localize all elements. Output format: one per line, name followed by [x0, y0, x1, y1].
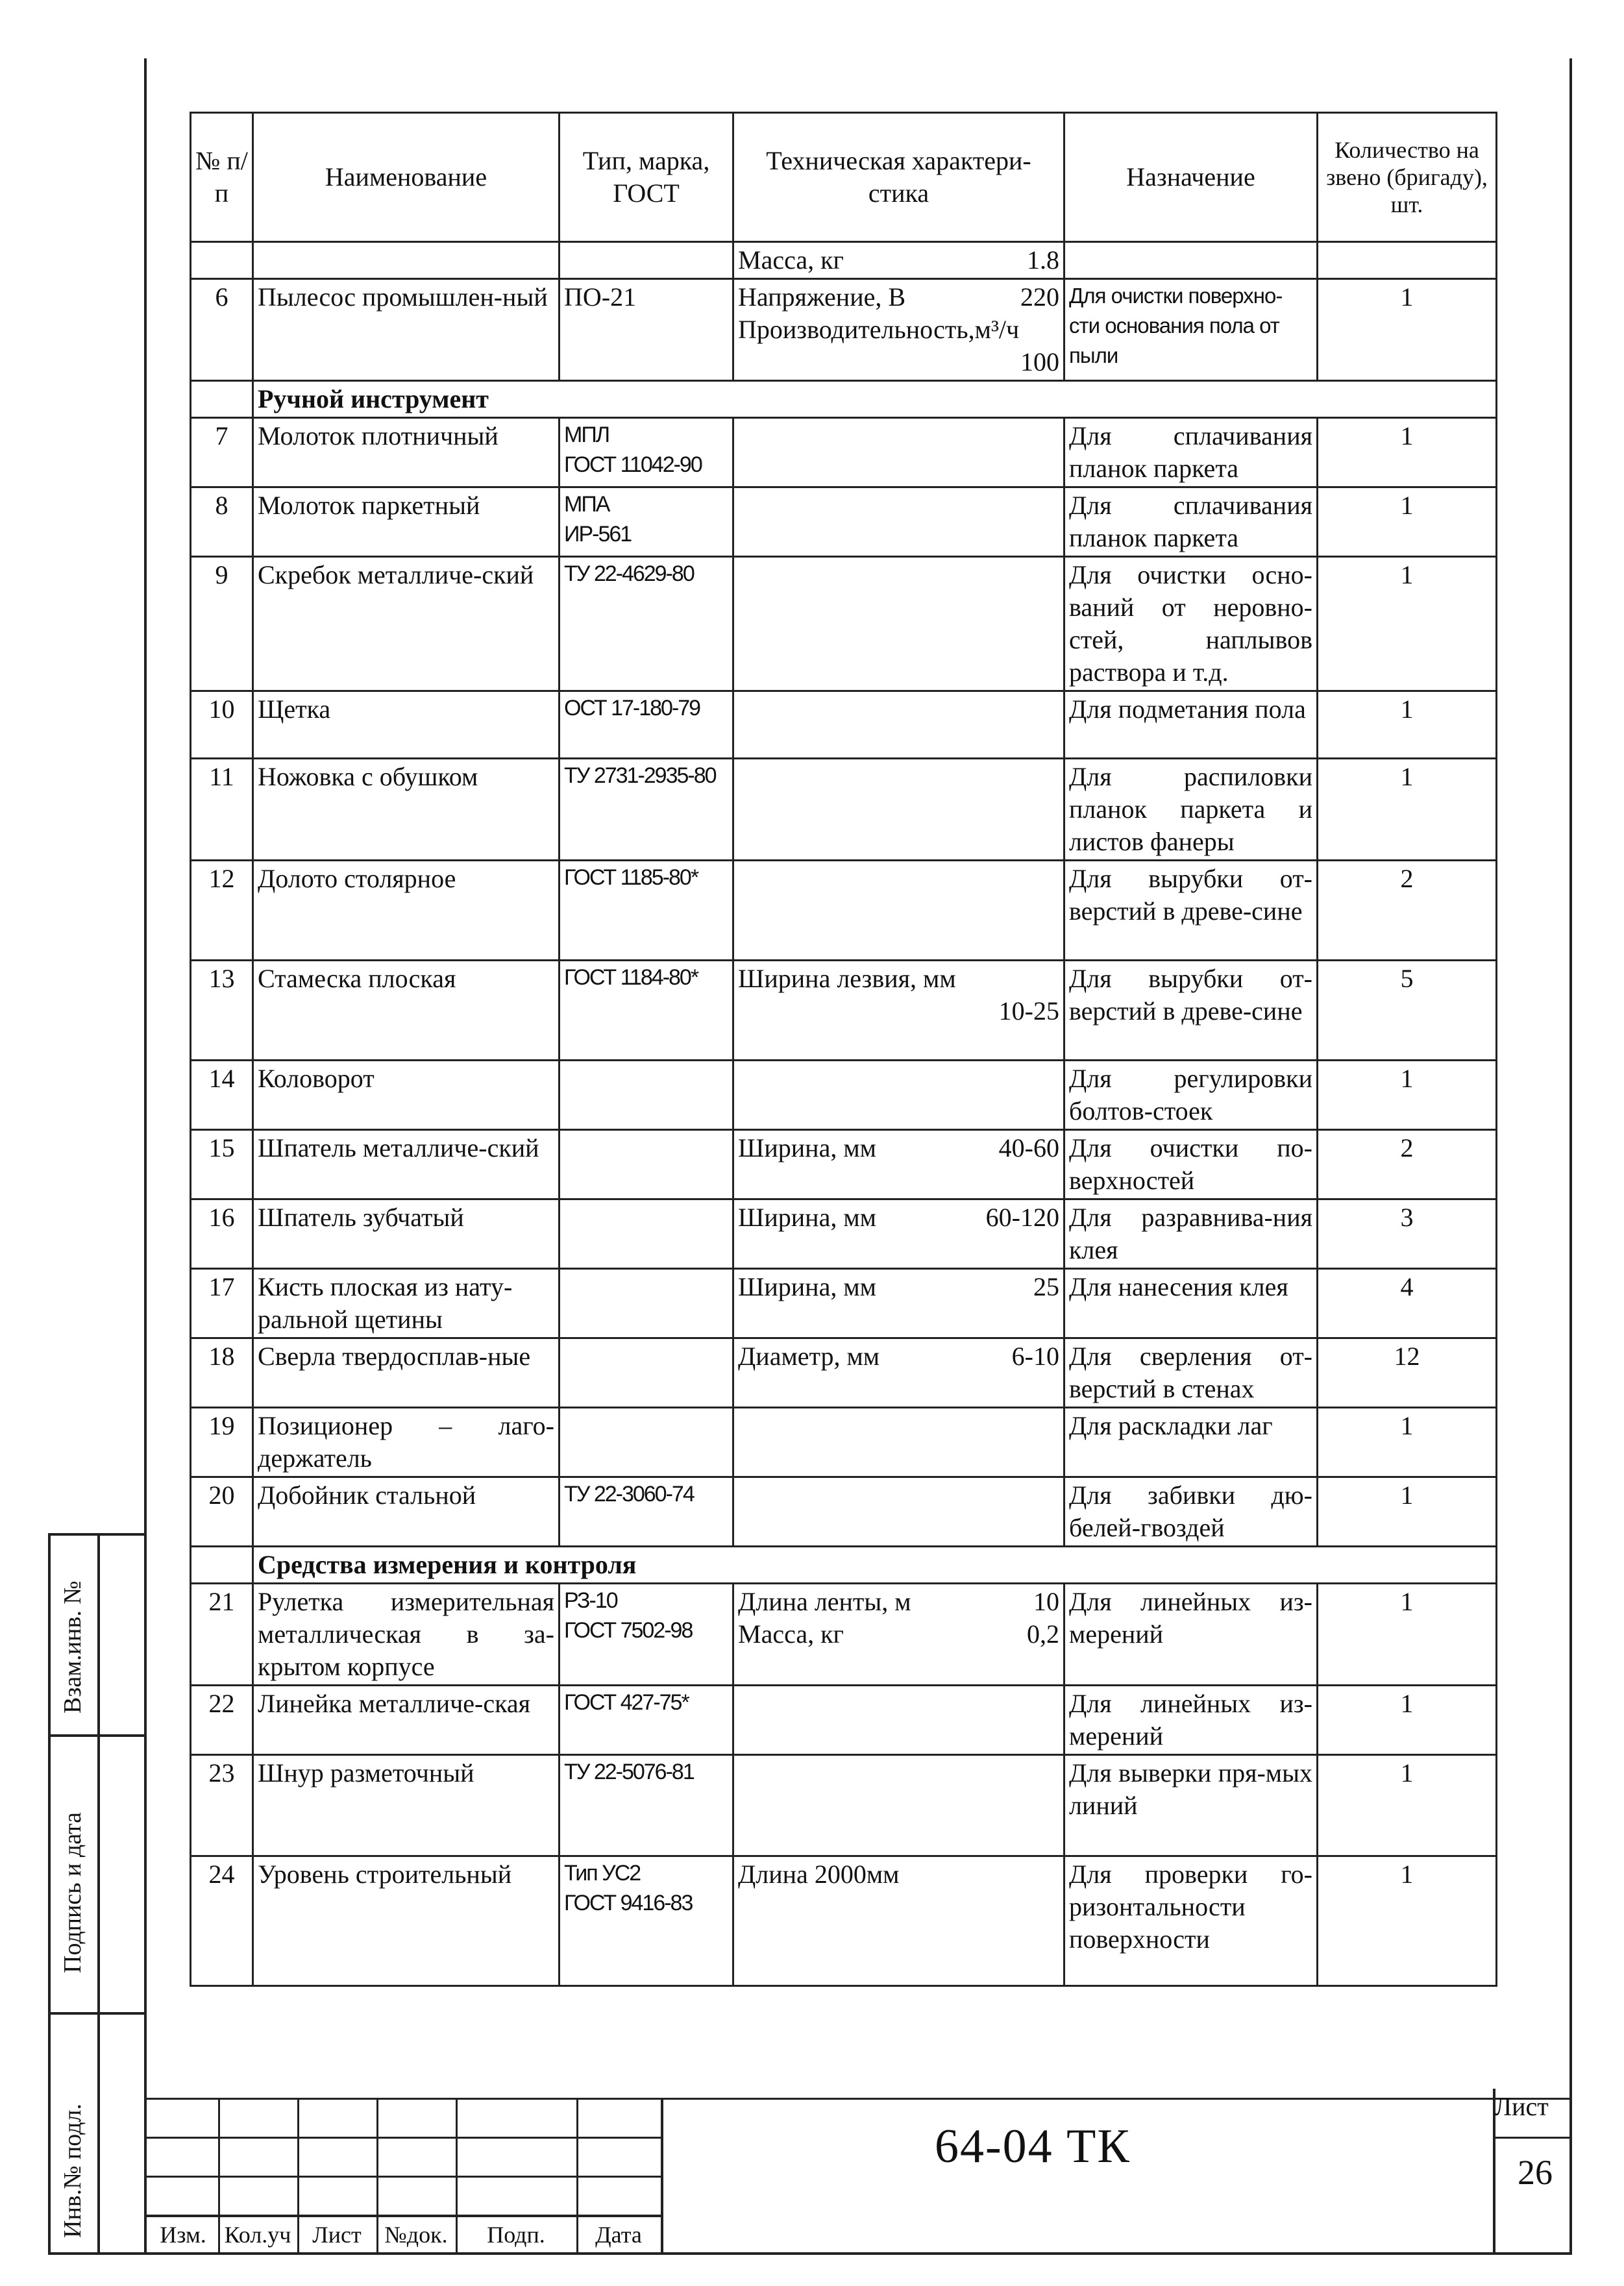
sheet-number: 26: [1518, 2153, 1553, 2192]
row-qty: 1: [1318, 1686, 1497, 1755]
row-num: 10: [191, 691, 253, 759]
podpis-data-label: Подпись и дата: [59, 1812, 86, 1973]
row-name: Стамеска плоская: [253, 961, 560, 1061]
header-purpose: Назначение: [1064, 113, 1318, 242]
table-row: [191, 1584, 1497, 1686]
row-type-line: МПА: [564, 492, 609, 517]
row-purpose: Для линейных из-мерений: [1064, 1584, 1318, 1686]
equipment-table: [190, 112, 1497, 1987]
row-type-line: ГОСТ 11042-90: [564, 452, 702, 477]
spec-value: 220: [1020, 282, 1059, 312]
spec-value: 10: [1033, 1587, 1059, 1616]
header-num: № п/п: [191, 113, 253, 242]
row-purpose: Для линейных из-мерений: [1064, 1686, 1318, 1755]
row-purpose: Для вырубки от-верстий в древе-сине: [1064, 861, 1318, 961]
binding-strip-right: [97, 1533, 100, 2252]
row-purpose: Для выверки пря-мых линий: [1064, 1755, 1318, 1856]
frame-left-line: [144, 58, 147, 2252]
row-qty: 12: [1318, 1338, 1497, 1408]
row-num: 16: [191, 1199, 253, 1269]
binding-strip-left: [48, 1533, 51, 2252]
row-num: 23: [191, 1755, 253, 1856]
header-name: Наименование: [253, 113, 560, 242]
row-qty: 1: [1318, 1477, 1497, 1547]
row-num: 6: [191, 279, 253, 381]
spec-label: Ширина, мм: [738, 1133, 876, 1162]
row-type-line: ГОСТ 9416-83: [564, 1891, 693, 1915]
table-row: [191, 1338, 1497, 1408]
row-purpose: Для регулировки болтов-стоек: [1064, 1061, 1318, 1130]
header-qty: Количество на звено (бригаду), шт.: [1318, 113, 1497, 242]
row-num: 14: [191, 1061, 253, 1130]
spec-label: Масса, кг: [738, 1619, 844, 1649]
section-title: Средства измерения и контроля: [253, 1547, 1497, 1584]
row-purpose: Для проверки го-ризонтальности поверхности: [1064, 1856, 1318, 1986]
row-name: Шпатель зубчатый: [253, 1199, 560, 1269]
row-name: Уровень строительный: [253, 1856, 560, 1986]
row-name: Позиционер – лаго-держатель: [253, 1408, 560, 1477]
row-qty: 1: [1318, 1856, 1497, 1986]
row-name: Шнур разметочный: [253, 1755, 560, 1856]
spec-label: Производительность,м³/ч: [738, 315, 1020, 344]
section-row: [191, 381, 1497, 418]
row-qty: 1: [1318, 1061, 1497, 1130]
table-row: [191, 1408, 1497, 1477]
row-type: ГОСТ 1184-80*: [560, 961, 733, 1061]
row-type: ГОСТ 427-75*: [560, 1686, 733, 1755]
row-type: ГОСТ 1185-80*: [560, 861, 733, 961]
tb-izm-label: Изм.: [160, 2222, 206, 2248]
table-row: [191, 1477, 1497, 1547]
inv-podl-label: Инв.№ подл.: [59, 2103, 86, 2238]
row-purpose: Для очистки поверхно-сти основания пола от пыли: [1064, 279, 1318, 381]
row-name: Щетка: [253, 691, 560, 759]
sheet-label: Лист: [1494, 2092, 1549, 2121]
row-qty: 5: [1318, 961, 1497, 1061]
row-qty: 2: [1318, 1130, 1497, 1199]
table-row: [191, 279, 1497, 381]
tb-line-3: [144, 2176, 663, 2178]
section-title: Ручной инструмент: [253, 381, 1497, 418]
row-purpose: Для раскладки лаг: [1064, 1408, 1318, 1477]
row-type-line: РЗ-10: [564, 1588, 617, 1613]
row-num: 9: [191, 557, 253, 691]
row-qty: 1: [1318, 1755, 1497, 1856]
row-qty: 1: [1318, 1408, 1497, 1477]
table-row: [191, 961, 1497, 1061]
row-type: ТУ 22-3060-74: [560, 1477, 733, 1547]
row-name: Линейка металличе-ская: [253, 1686, 560, 1755]
row-purpose: Для забивки дю-белей-гвоздей: [1064, 1477, 1318, 1547]
vzam-inv-label: Взам.инв. №: [59, 1580, 86, 1714]
row-name: Пылесос промышлен-ный: [253, 279, 560, 381]
table-row: [191, 691, 1497, 759]
spec-value: 60-120: [985, 1203, 1059, 1232]
row-name: Ножовка с обушком: [253, 759, 560, 861]
row-num: 19: [191, 1408, 253, 1477]
header-type: Тип, марка, ГОСТ: [560, 113, 733, 242]
row-name: Долото столярное: [253, 861, 560, 961]
row-type: ТУ 2731-2935-80: [560, 759, 733, 861]
tb-line-4: [144, 2215, 663, 2217]
row-num: 12: [191, 861, 253, 961]
row-purpose: Для сплачивания планок паркета: [1064, 418, 1318, 487]
tb-line-2: [144, 2137, 663, 2139]
row-purpose: Для распиловки планок паркета и листов фанеры: [1064, 759, 1318, 861]
row-qty: 1: [1318, 691, 1497, 759]
spec-value: 10-25: [998, 996, 1059, 1026]
tb-col-6: [661, 2098, 663, 2254]
spec-value: 6-10: [1011, 1342, 1059, 1371]
table-row: [191, 418, 1497, 487]
tb-data-label: Дата: [595, 2222, 642, 2248]
row-name: Молоток паркетный: [253, 487, 560, 557]
row-num: 15: [191, 1130, 253, 1199]
row-qty: 1: [1318, 279, 1497, 381]
binding-line-1: [48, 1734, 147, 1737]
spec-label: Ширина, мм: [738, 1272, 876, 1301]
row-purpose: Для сплачивания планок паркета: [1064, 487, 1318, 557]
document-code: 64-04 ТК: [935, 2120, 1131, 2173]
row-name: Молоток плотничный: [253, 418, 560, 487]
row-qty: 1: [1318, 557, 1497, 691]
tb-right-top-line: [661, 2098, 1572, 2100]
row-purpose: Для разравнива-ния клея: [1064, 1199, 1318, 1269]
row-name: Скребок металличе-ский: [253, 557, 560, 691]
spec-value: 25: [1033, 1272, 1059, 1301]
row-type: ТУ 22-5076-81: [560, 1755, 733, 1856]
spec-label: Напряжение, В: [738, 282, 906, 312]
table-header-row: [191, 113, 1497, 242]
row-num: 24: [191, 1856, 253, 1986]
row-type-line: ИР-561: [564, 522, 632, 547]
row-num: 18: [191, 1338, 253, 1408]
row-num: 22: [191, 1686, 253, 1755]
row-type-line: Тип УС2: [564, 1861, 641, 1886]
table-row: [191, 1061, 1497, 1130]
table-row: [191, 1755, 1497, 1856]
row-name: Коловорот: [253, 1061, 560, 1130]
spec-label: Длина ленты, м: [738, 1587, 911, 1616]
row-name: Рулетка измерительная металлическая в за-крытом корпусе: [253, 1584, 560, 1686]
row-type: ОСТ 17-180-79: [560, 691, 733, 759]
row-type-line: ГОСТ 7502-98: [564, 1618, 693, 1643]
row-num: 13: [191, 961, 253, 1061]
row-name: Сверла твердосплав-ные: [253, 1338, 560, 1408]
row-type: ТУ 22-4629-80: [560, 557, 733, 691]
tb-kol-label: Кол.уч: [224, 2222, 291, 2248]
row-purpose: Для нанесения клея: [1064, 1269, 1318, 1338]
section-row: [191, 1547, 1497, 1584]
tb-ndok-label: №док.: [384, 2222, 448, 2248]
spec-value: 1.8: [1027, 245, 1059, 275]
row-num: 11: [191, 759, 253, 861]
spec-label: Ширина лезвия, мм: [738, 964, 956, 993]
row-qty: 3: [1318, 1199, 1497, 1269]
row-purpose: Для очистки осно-ваний от неровно-стей, наплывов раствора и т.д.: [1064, 557, 1318, 691]
row-qty: 2: [1318, 861, 1497, 961]
spec-value: 40-60: [998, 1133, 1059, 1162]
row-qty: 1: [1318, 487, 1497, 557]
table-row: [191, 487, 1497, 557]
table-row: [191, 1686, 1497, 1755]
header-spec: Техническая характери-стика: [733, 113, 1064, 242]
binding-line-2: [48, 2012, 147, 2015]
row-purpose: Для подметания пола: [1064, 691, 1318, 759]
row-qty: 4: [1318, 1269, 1497, 1338]
row-num: 17: [191, 1269, 253, 1338]
table-row: [191, 557, 1497, 691]
row-name: Кисть плоская из нату-ральной щетины: [253, 1269, 560, 1338]
spec-value: 100: [1020, 347, 1059, 376]
table-row: [191, 861, 1497, 961]
row-num: 21: [191, 1584, 253, 1686]
tb-top-line: [144, 2098, 663, 2100]
row-purpose: Для сверления от-верстий в стенах: [1064, 1338, 1318, 1408]
frame-right-line: [1569, 58, 1572, 2252]
row-purpose: Для очистки по-верхностей: [1064, 1130, 1318, 1199]
spec-value: 0,2: [1027, 1619, 1059, 1649]
spec-label: Длина 2000мм: [733, 1856, 1064, 1986]
spec-label: Масса, кг: [738, 245, 844, 275]
row-qty: 1: [1318, 759, 1497, 861]
row-type-line: МПЛ: [564, 423, 609, 447]
row-purpose: Для вырубки от-верстий в древе-сине: [1064, 961, 1318, 1061]
frame-bottom-line: [48, 2252, 1572, 2255]
row-num: 7: [191, 418, 253, 487]
spec-label: Диаметр, мм: [738, 1342, 880, 1371]
table-row: [191, 1856, 1497, 1986]
row-name: Шпатель металличе-ский: [253, 1130, 560, 1199]
row-qty: 1: [1318, 418, 1497, 487]
row-num: 8: [191, 487, 253, 557]
table-row: [191, 1199, 1497, 1269]
tb-podp-label: Подп.: [487, 2222, 545, 2248]
binding-top-line: [48, 1533, 147, 1536]
table-row: [191, 759, 1497, 861]
table-row: [191, 242, 1497, 279]
tb-sheet-line: [1493, 2137, 1572, 2139]
row-qty: 1: [1318, 1584, 1497, 1686]
row-num: 20: [191, 1477, 253, 1547]
row-name: Добойник стальной: [253, 1477, 560, 1547]
table-row: [191, 1269, 1497, 1338]
table-row: [191, 1130, 1497, 1199]
row-type: ПО-21: [560, 279, 733, 381]
spec-label: Ширина, мм: [738, 1203, 876, 1232]
tb-list-label: Лист: [312, 2222, 362, 2248]
